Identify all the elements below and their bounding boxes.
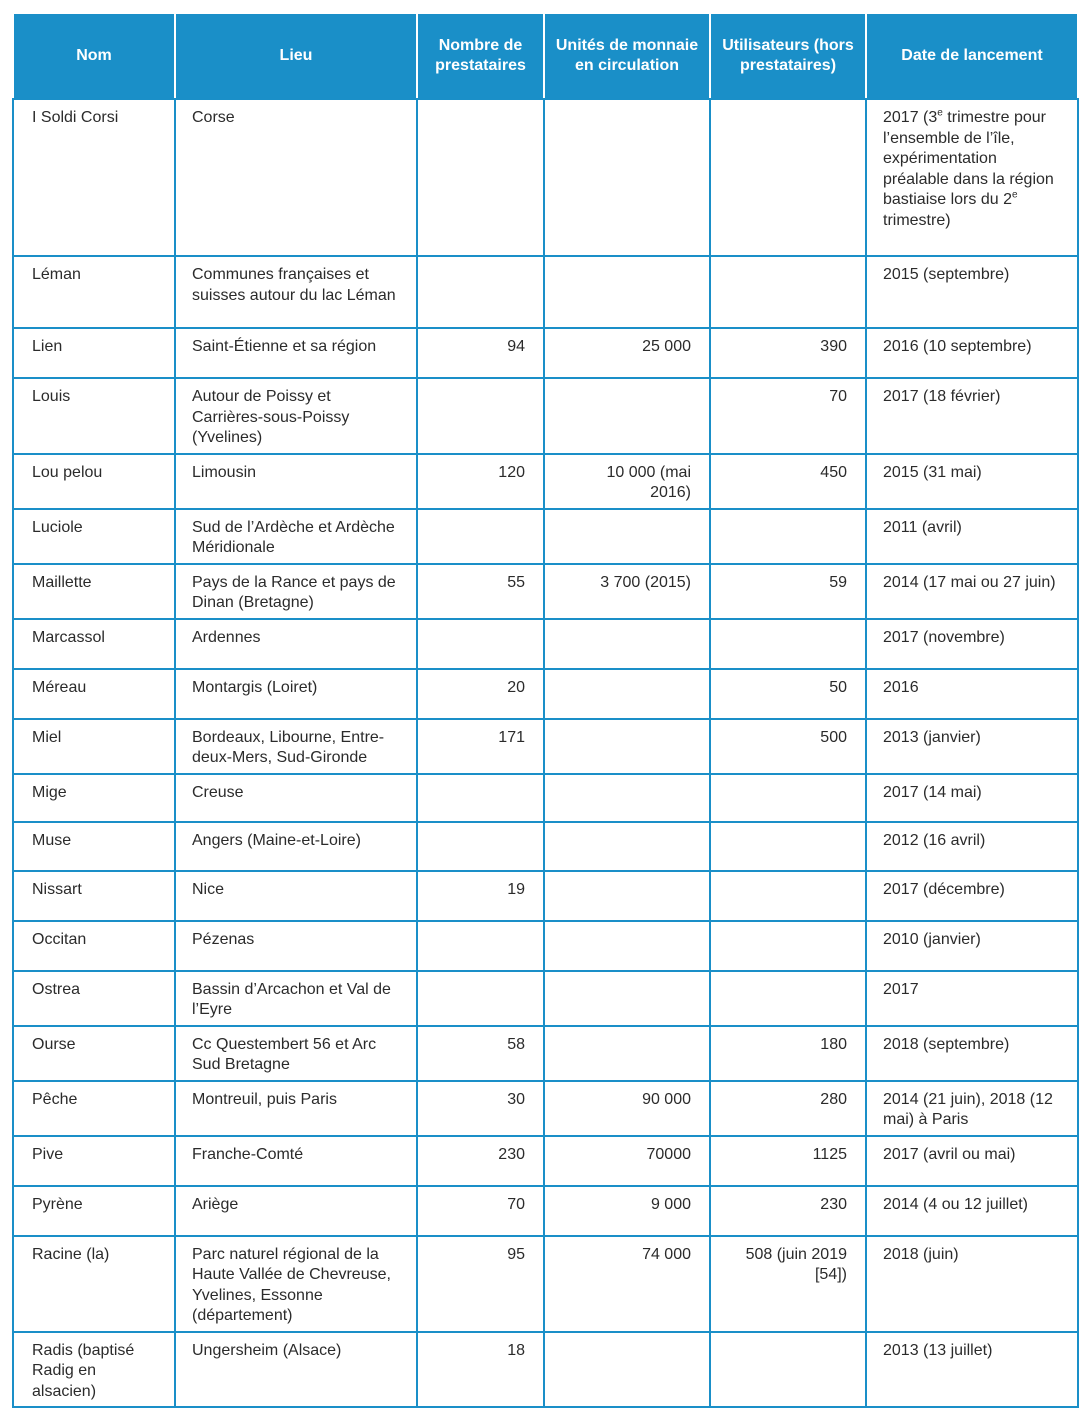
cell-utilisateurs: 450 [710,454,866,509]
cell-nom: Radis (baptisé Radig en alsacien) [13,1332,175,1408]
table-row [13,1081,1078,1136]
cell-utilisateurs [710,1332,866,1408]
cell-nom: Pive [13,1136,175,1186]
table-row [13,871,1078,921]
table-row [13,1026,1078,1081]
cell-date: 2011 (avril) [866,509,1078,564]
cell-prestataires [417,921,544,971]
cell-utilisateurs: 180 [710,1026,866,1081]
table-row [13,1332,1078,1408]
cell-nom: Occitan [13,921,175,971]
table-row [13,822,1078,871]
cell-prestataires: 30 [417,1081,544,1136]
cell-date: 2017 (18 février) [866,378,1078,454]
cell-lieu: Corse [175,99,417,256]
cell-utilisateurs: 59 [710,564,866,619]
table-row [13,378,1078,454]
cell-unites: 25 000 [544,328,710,378]
table-row [13,1136,1078,1186]
cell-date: 2017 (14 mai) [866,774,1078,822]
cell-unites: 90 000 [544,1081,710,1136]
cell-lieu: Nice [175,871,417,921]
cell-lieu: Pays de la Rance et pays de Dinan (Bretagne) [175,564,417,619]
cell-date: 2012 (16 avril) [866,822,1078,871]
cell-utilisateurs [710,822,866,871]
cell-unites [544,774,710,822]
header-unites: Unités de monnaie en circulation [544,13,710,99]
cell-unites [544,99,710,256]
cell-prestataires [417,99,544,256]
cell-nom: I Soldi Corsi [13,99,175,256]
cell-prestataires [417,971,544,1026]
cell-date: 2017 (avril ou mai) [866,1136,1078,1186]
table-row [13,454,1078,509]
table-row [13,256,1078,328]
cell-lieu: Creuse [175,774,417,822]
cell-unites: 3 700 (2015) [544,564,710,619]
cell-prestataires: 95 [417,1236,544,1332]
cell-lieu: Franche-Comté [175,1136,417,1186]
cell-prestataires [417,256,544,328]
cell-nom: Pyrène [13,1186,175,1236]
cell-lieu: Pézenas [175,921,417,971]
cell-prestataires: 94 [417,328,544,378]
cell-prestataires [417,619,544,669]
cell-utilisateurs: 500 [710,719,866,774]
cell-prestataires: 120 [417,454,544,509]
cell-nom: Marcassol [13,619,175,669]
table-row [13,774,1078,822]
cell-utilisateurs: 50 [710,669,866,719]
table-row [13,328,1078,378]
cell-utilisateurs: 280 [710,1081,866,1136]
cell-date: 2015 (31 mai) [866,454,1078,509]
header-date: Date de lancement [866,13,1078,99]
cell-prestataires [417,509,544,564]
cell-date: 2014 (21 juin), 2018 (12 mai) à Paris [866,1081,1078,1136]
cell-date: 2017 (décembre) [866,871,1078,921]
cell-lieu: Angers (Maine-et-Loire) [175,822,417,871]
table-row [13,99,1078,256]
cell-date: 2010 (janvier) [866,921,1078,971]
cell-utilisateurs [710,871,866,921]
cell-nom: Léman [13,256,175,328]
cell-utilisateurs [710,256,866,328]
header-utilisateurs: Utilisateurs (hors prestataires) [710,13,866,99]
cell-prestataires: 230 [417,1136,544,1186]
cell-lieu: Montargis (Loiret) [175,669,417,719]
cell-unites [544,971,710,1026]
cell-lieu: Ardennes [175,619,417,669]
cell-nom: Luciole [13,509,175,564]
cell-lieu: Parc naturel régional de la Haute Vallée de Chevreuse, Yvelines, Essonne (département) [175,1236,417,1332]
cell-unites [544,921,710,971]
cell-date: 2018 (juin) [866,1236,1078,1332]
cell-nom: Maillette [13,564,175,619]
cell-lieu: Ungersheim (Alsace) [175,1332,417,1408]
cell-lieu: Cc Questembert 56 et Arc Sud Bretagne [175,1026,417,1081]
cell-date: 2015 (septembre) [866,256,1078,328]
table-row [13,719,1078,774]
cell-nom: Lou pelou [13,454,175,509]
cell-unites [544,669,710,719]
cell-unites: 9 000 [544,1186,710,1236]
cell-utilisateurs [710,619,866,669]
cell-nom: Louis [13,378,175,454]
cell-unites: 10 000 (mai 2016) [544,454,710,509]
table-row [13,921,1078,971]
cell-unites [544,1026,710,1081]
cell-date: 2016 [866,669,1078,719]
cell-unites [544,619,710,669]
cell-lieu: Saint-Étienne et sa région [175,328,417,378]
cell-nom: Méreau [13,669,175,719]
cell-utilisateurs: 70 [710,378,866,454]
cell-prestataires: 19 [417,871,544,921]
cell-prestataires: 70 [417,1186,544,1236]
cell-lieu: Communes françaises et suisses autour du lac Léman [175,256,417,328]
cell-utilisateurs [710,774,866,822]
header-prestataires: Nombre de prestataires [417,13,544,99]
cell-date: 2017 (3e trimestre pour l’ensemble de l’île, expérimentation préalable dans la région bastiaise lors du 2e trimestre) [866,99,1078,256]
cell-prestataires [417,774,544,822]
cell-lieu: Bordeaux, Libourne, Entre-deux-Mers, Sud-Gironde [175,719,417,774]
cell-prestataires: 55 [417,564,544,619]
cell-nom: Miel [13,719,175,774]
cell-unites [544,871,710,921]
cell-nom: Racine (la) [13,1236,175,1332]
cell-utilisateurs [710,921,866,971]
cell-nom: Nissart [13,871,175,921]
cell-unites: 74 000 [544,1236,710,1332]
cell-nom: Mige [13,774,175,822]
cell-date: 2017 [866,971,1078,1026]
cell-lieu: Ariège [175,1186,417,1236]
cell-nom: Lien [13,328,175,378]
cell-unites [544,822,710,871]
cell-date: 2017 (novembre) [866,619,1078,669]
header-lieu: Lieu [175,13,417,99]
cell-prestataires [417,378,544,454]
cell-prestataires: 20 [417,669,544,719]
cell-unites [544,509,710,564]
cell-lieu: Montreuil, puis Paris [175,1081,417,1136]
cell-date: 2014 (17 mai ou 27 juin) [866,564,1078,619]
table-row [13,971,1078,1026]
cell-utilisateurs: 390 [710,328,866,378]
table-row [13,1186,1078,1236]
cell-utilisateurs: 1125 [710,1136,866,1186]
cell-date: 2013 (janvier) [866,719,1078,774]
cell-nom: Pêche [13,1081,175,1136]
cell-utilisateurs: 230 [710,1186,866,1236]
cell-date: 2014 (4 ou 12 juillet) [866,1186,1078,1236]
cell-date: 2018 (septembre) [866,1026,1078,1081]
cell-unites [544,256,710,328]
table-row [13,509,1078,564]
header-row [13,13,1078,99]
monnaies-locales-table [12,12,1079,1408]
cell-unites [544,1332,710,1408]
cell-utilisateurs [710,509,866,564]
cell-nom: Muse [13,822,175,871]
cell-date: 2013 (13 juillet) [866,1332,1078,1408]
cell-unites: 70000 [544,1136,710,1186]
table-row [13,1236,1078,1332]
table-row [13,619,1078,669]
cell-prestataires: 58 [417,1026,544,1081]
cell-utilisateurs [710,99,866,256]
cell-prestataires: 18 [417,1332,544,1408]
cell-prestataires [417,822,544,871]
cell-lieu: Sud de l’Ardèche et Ardèche Méridionale [175,509,417,564]
cell-date: 2016 (10 septembre) [866,328,1078,378]
cell-utilisateurs [710,971,866,1026]
cell-lieu: Autour de Poissy et Carrières-sous-Poissy (Yvelines) [175,378,417,454]
cell-utilisateurs: 508 (juin 2019 [54]) [710,1236,866,1332]
cell-nom: Ostrea [13,971,175,1026]
table-row [13,669,1078,719]
cell-unites [544,719,710,774]
header-nom: Nom [13,13,175,99]
table-row [13,564,1078,619]
table-body [13,99,1078,1407]
cell-prestataires: 171 [417,719,544,774]
cell-lieu: Limousin [175,454,417,509]
cell-lieu: Bassin d’Arcachon et Val de l’Eyre [175,971,417,1026]
cell-nom: Ourse [13,1026,175,1081]
cell-unites [544,378,710,454]
